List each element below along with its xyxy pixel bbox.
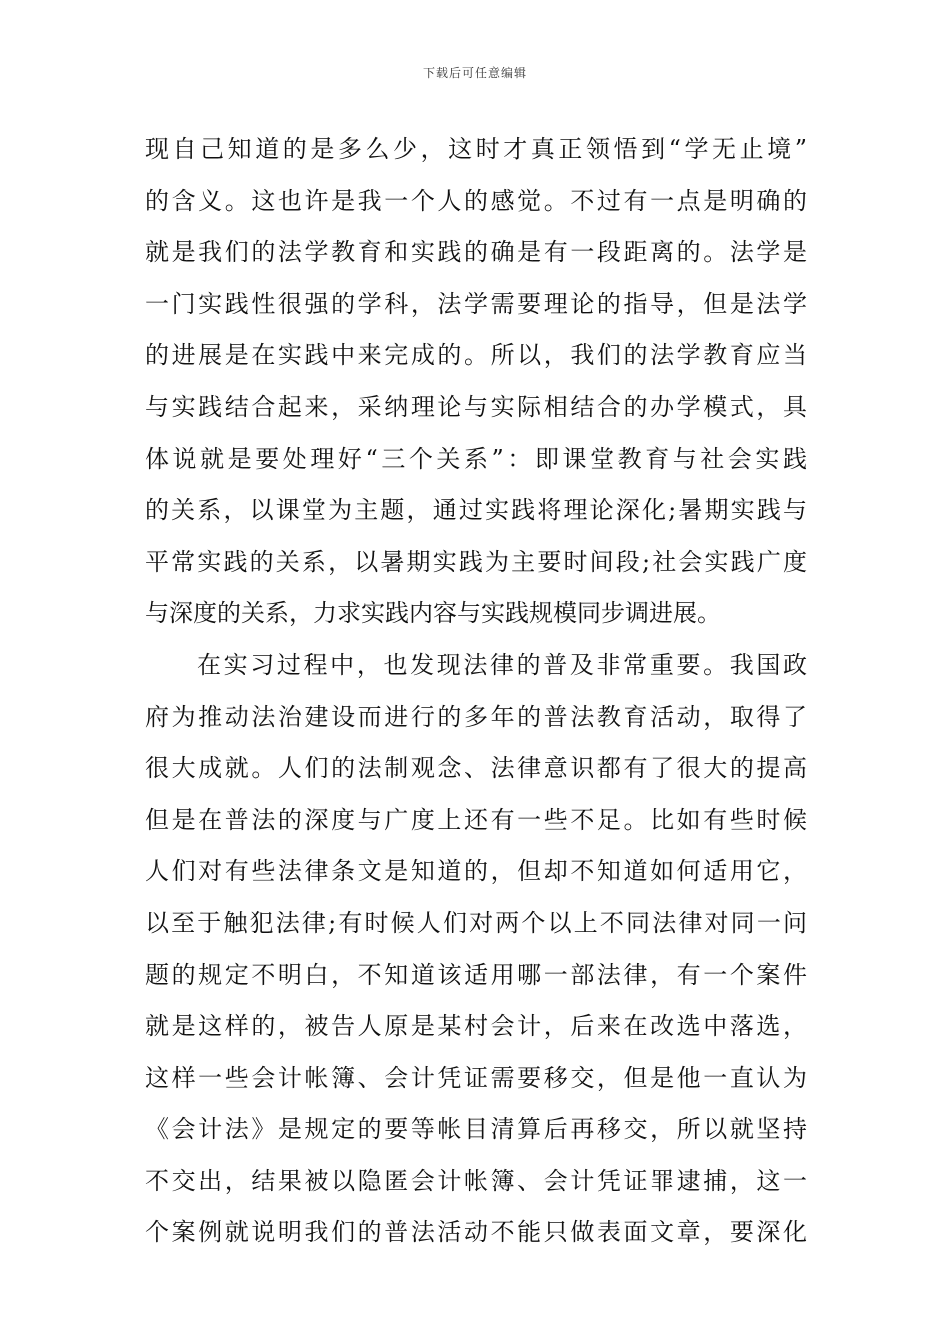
text-line: 一门实践性很强的学科，法学需要理论的指导，但是法学 <box>145 289 807 318</box>
text-line: 不交出，结果被以隐匿会计帐簿、会计凭证罪逮捕，这一 <box>145 1166 807 1195</box>
text-line: 与深度的关系，力求实践内容与实践规模同步调进展。 <box>145 599 721 628</box>
text-line: 与实践结合起来，采纳理论与实际相结合的办学模式，具 <box>145 392 807 421</box>
text-line: 就是这样的，被告人原是某村会计，后来在改选中落选， <box>145 1012 807 1041</box>
text-line: 《会计法》是规定的要等帐目清算后再移交，所以就坚持 <box>145 1115 807 1144</box>
text-line: 就是我们的法学教育和实践的确是有一段距离的。法学是 <box>145 238 807 267</box>
text-line: 但是在普法的深度与广度上还有一些不足。比如有些时候 <box>145 805 807 834</box>
text-line: 体说就是要处理好“三个关系”：即课堂教育与社会实践 <box>145 444 807 473</box>
text-line: 很大成就。人们的法制观念、法律意识都有了很大的提高 <box>145 754 807 783</box>
text-line: 题的规定不明白，不知道该适用哪一部法律，有一个案件 <box>145 960 807 989</box>
text-line: 个案例就说明我们的普法活动不能只做表面文章，要深化 <box>145 1218 807 1247</box>
text-line: 的含义。这也许是我一个人的感觉。不过有一点是明确的 <box>145 186 807 215</box>
text-line: 人们对有些法律条文是知道的，但却不知道如何适用它， <box>145 857 807 886</box>
text-line: 的关系，以课堂为主题，通过实践将理论深化;暑期实践与 <box>145 496 807 525</box>
paragraph-first-line: 在实习过程中，也发现法律的普及非常重要。我国政 <box>197 650 807 679</box>
text-line: 府为推动法治建设而进行的多年的普法教育活动，取得了 <box>145 702 807 731</box>
page-header: 下载后可任意编辑 <box>422 66 527 80</box>
text-line: 的进展是在实践中来完成的。所以，我们的法学教育应当 <box>145 341 807 370</box>
text-line: 这样一些会计帐簿、会计凭证需要移交，但是他一直认为 <box>145 1063 807 1092</box>
text-line: 平常实践的关系，以暑期实践为主要时间段;社会实践广度 <box>145 547 807 576</box>
text-line: 以至于触犯法律;有时候人们对两个以上不同法律对同一问 <box>145 908 807 937</box>
text-line: 现自己知道的是多么少，这时才真正领悟到“学无止境” <box>145 135 807 163</box>
document-body <box>145 124 807 1259</box>
